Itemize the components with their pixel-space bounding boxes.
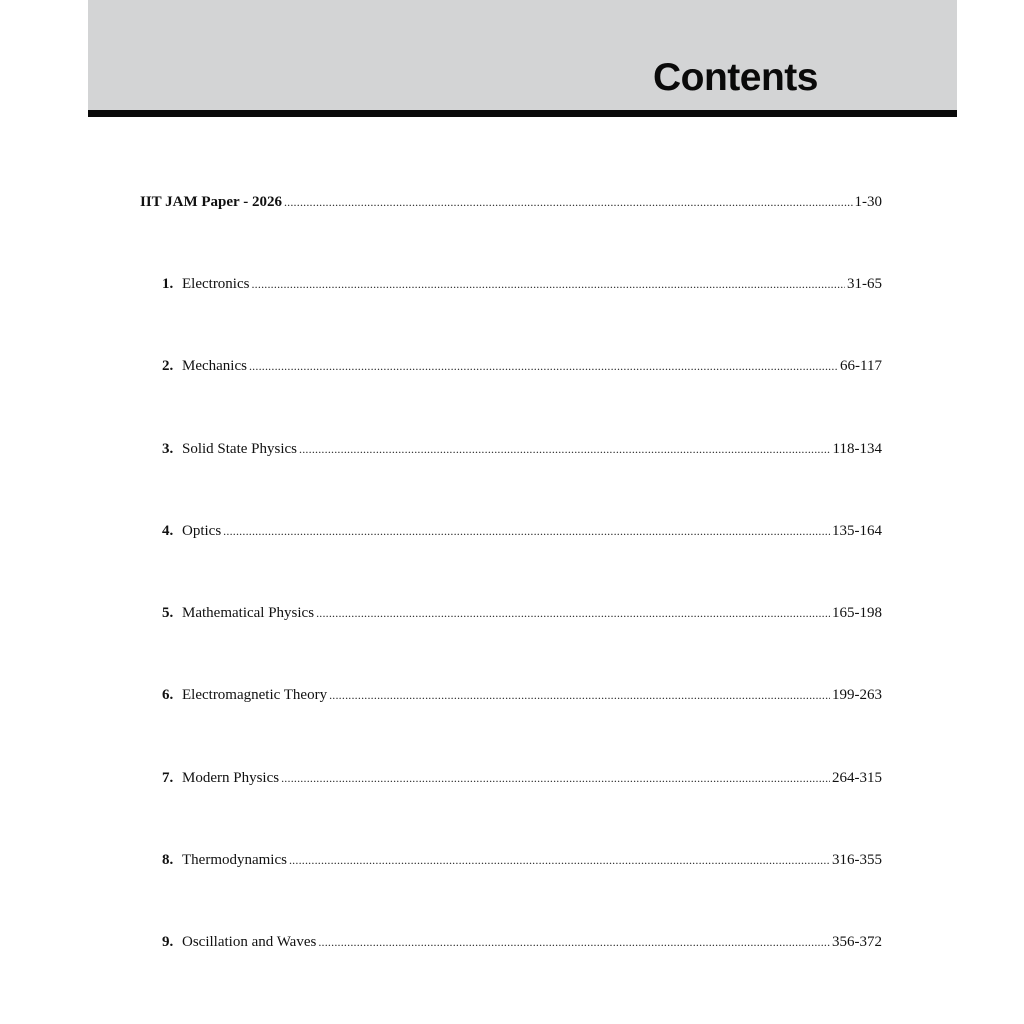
chapter-number: 4.: [162, 523, 174, 539]
chapter-title: Thermodynamics: [182, 852, 287, 868]
chapter-number: 7.: [162, 770, 174, 786]
toc-entry-chapter-4[interactable]: [162, 521, 882, 541]
toc-entry-chapter-6[interactable]: [162, 685, 882, 705]
toc-entry-chapter-8[interactable]: [162, 850, 882, 870]
chapter-title: Mechanics: [182, 358, 247, 374]
chapter-pages: 316-355: [832, 852, 882, 868]
toc-entry-exam-paper[interactable]: [140, 192, 882, 212]
chapter-pages: 66-117: [840, 358, 882, 374]
chapter-title: Optics: [182, 523, 222, 539]
toc-entry-chapter-3[interactable]: [162, 439, 882, 459]
dot-leader: [284, 192, 853, 212]
chapter-pages: 199-263: [832, 687, 882, 703]
chapter-pages: 31-65: [847, 276, 882, 292]
chapter-number: 8.: [162, 852, 174, 868]
dot-leader: [318, 932, 830, 952]
dot-leader: [251, 274, 845, 294]
chapter-pages: 135-164: [832, 523, 882, 539]
dot-leader: [249, 356, 838, 376]
chapter-pages: 118-134: [832, 441, 882, 457]
chapter-title: Solid State Physics: [182, 441, 298, 457]
page-title: Contents: [653, 56, 818, 99]
dot-leader: [281, 768, 830, 788]
dot-leader: [329, 685, 830, 705]
toc-entry-pages: 1-30: [854, 194, 882, 210]
chapter-number: 2.: [162, 358, 174, 374]
header-band: [88, 0, 957, 110]
chapter-pages: 264-315: [832, 770, 882, 786]
toc-entry-chapter-2[interactable]: [162, 356, 882, 376]
chapter-number: 1.: [162, 276, 174, 292]
toc-entry-label: IIT JAM Paper - 2026: [140, 194, 282, 210]
toc-entry-chapter-5[interactable]: [162, 603, 882, 623]
toc-entry-chapter-1[interactable]: [162, 274, 882, 294]
toc-entry-chapter-7[interactable]: [162, 768, 882, 788]
dot-leader: [223, 521, 830, 541]
chapter-pages: 356-372: [832, 934, 882, 950]
chapter-title: Oscillation and Waves: [182, 934, 317, 950]
chapter-title: Mathematical Physics: [182, 605, 315, 621]
dot-leader: [316, 603, 830, 623]
chapter-title: Modern Physics: [182, 770, 280, 786]
dot-leader: [299, 439, 831, 459]
chapter-pages: 165-198: [832, 605, 882, 621]
chapter-title: Electromagnetic Theory: [182, 687, 328, 703]
chapter-title: Electronics: [182, 276, 250, 292]
toc-entry-chapter-9[interactable]: [162, 932, 882, 952]
chapter-number: 6.: [162, 687, 174, 703]
chapter-number: 9.: [162, 934, 174, 950]
chapter-number: 3.: [162, 441, 174, 457]
header-rule: [88, 110, 957, 117]
chapter-number: 5.: [162, 605, 174, 621]
dot-leader: [289, 850, 830, 870]
